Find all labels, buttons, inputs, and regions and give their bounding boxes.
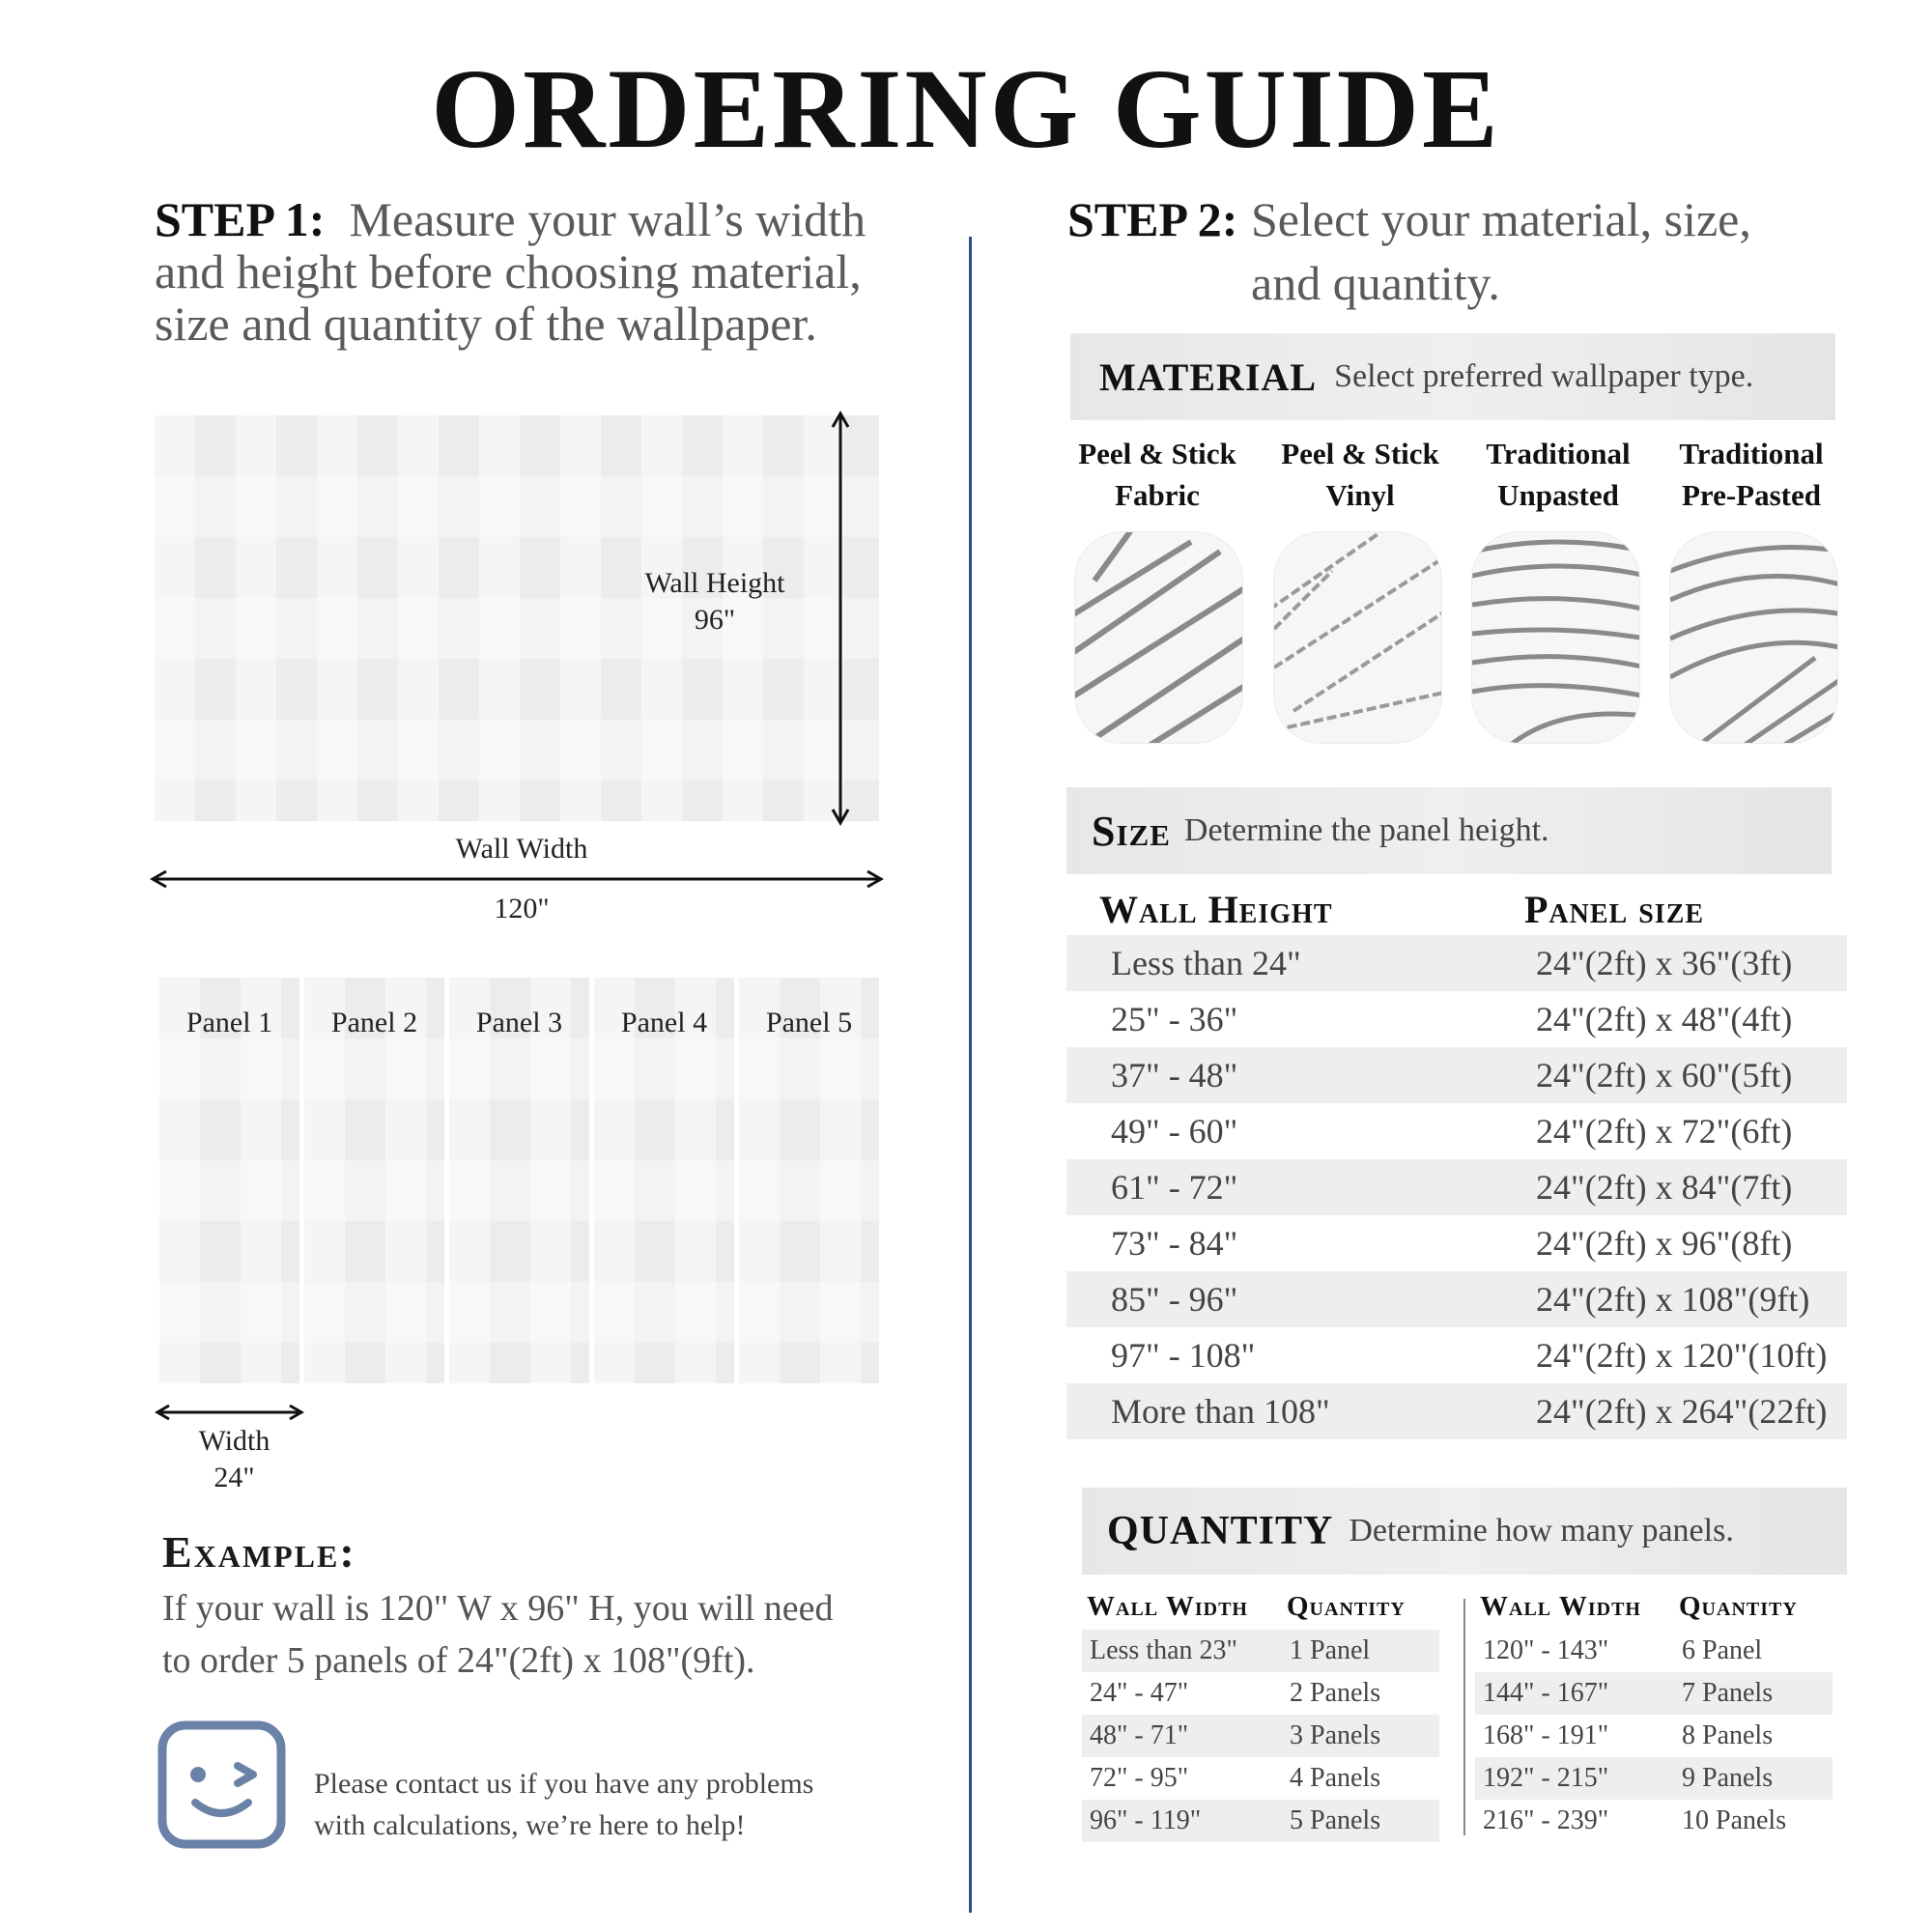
height-arrow-icon [821, 406, 860, 831]
quantity-qty-cell: 6 Panel [1682, 1635, 1763, 1665]
material-option-line2: Pre-Pasted [1681, 478, 1822, 512]
step1-line3: size and quantity of the wallpaper. [155, 297, 817, 351]
table-row [1066, 935, 1847, 991]
step2-label: STEP 2: [1067, 192, 1238, 246]
example-heading: Example: [162, 1527, 356, 1577]
quantity-width-cell: 24" - 47" [1090, 1678, 1189, 1708]
panel-width-text: Width [198, 1425, 270, 1457]
quantity-width-cell: 120" - 143" [1483, 1635, 1609, 1665]
contact-line1: Please contact us if you have any problems [314, 1768, 814, 1800]
quantity-qty-cell: 5 Panels [1290, 1805, 1381, 1835]
quantity-qty-cell: 3 Panels [1290, 1720, 1381, 1750]
size-height-cell: 37" - 48" [1111, 1056, 1238, 1094]
quantity-qty-cell: 2 Panels [1290, 1678, 1381, 1708]
material-option-line1: Traditional [1486, 437, 1631, 470]
quantity-table-right [1475, 1630, 1833, 1842]
material-band [1070, 333, 1835, 420]
prepasted-texture-icon [1670, 532, 1837, 743]
step1-line1: Measure your wall’s width [349, 192, 867, 246]
size-height-cell: More than 108" [1111, 1392, 1330, 1431]
size-panel-cell: 24"(2ft) x 264"(22ft) [1536, 1392, 1828, 1431]
material-option-unpasted[interactable] [1471, 433, 1645, 516]
quantity-col-qty-left: Quantity [1287, 1591, 1406, 1622]
quantity-width-cell: 96" - 119" [1090, 1805, 1202, 1835]
table-row [1475, 1672, 1833, 1715]
table-row [1082, 1630, 1439, 1672]
material-option-line2: Unpasted [1497, 478, 1619, 512]
size-panel-cell: 24"(2ft) x 72"(6ft) [1536, 1112, 1793, 1151]
table-row [1066, 1103, 1847, 1159]
size-height-cell: 25" - 36" [1111, 1000, 1238, 1038]
wall-width-label: Wall Width [455, 833, 588, 865]
table-row [1066, 1383, 1847, 1439]
fabric-swatch[interactable] [1074, 531, 1243, 744]
size-panel-cell: 24"(2ft) x 108"(9ft) [1536, 1280, 1810, 1319]
size-key: Size [1092, 807, 1171, 855]
step2-heading [1067, 193, 1898, 309]
step1-label: STEP 1: [155, 192, 326, 246]
wink-smiley-icon [156, 1719, 287, 1850]
quantity-width-cell: 72" - 95" [1090, 1763, 1189, 1793]
wall-height-text: Wall Height [644, 567, 785, 599]
table-row [1066, 1215, 1847, 1271]
table-row [1066, 1047, 1847, 1103]
step1-heading [155, 193, 947, 350]
table-row [1475, 1630, 1833, 1672]
step2-line2: and quantity. [1251, 256, 1500, 310]
size-panel-cell: 24"(2ft) x 96"(8ft) [1536, 1224, 1793, 1263]
panel-label: Panel 3 [475, 1007, 563, 1038]
quantity-text: Determine how many panels. [1349, 1513, 1734, 1548]
panel-label: Panel 1 [185, 1007, 273, 1038]
unpasted-texture-icon [1472, 532, 1639, 743]
size-panel-cell: 24"(2ft) x 48"(4ft) [1536, 1000, 1793, 1038]
prepasted-swatch[interactable] [1669, 531, 1838, 744]
wall-height-value: 96" [694, 604, 736, 636]
quantity-width-cell: 168" - 191" [1483, 1720, 1609, 1750]
example-line1: If your wall is 120" W x 96" H, you will need [162, 1588, 834, 1629]
table-row [1066, 991, 1847, 1047]
quantity-width-cell: 144" - 167" [1483, 1678, 1609, 1708]
size-panel-cell: 24"(2ft) x 36"(3ft) [1536, 944, 1793, 982]
quantity-qty-cell: 4 Panels [1290, 1763, 1381, 1793]
example-text [162, 1582, 834, 1687]
material-option-fabric[interactable] [1070, 433, 1244, 516]
size-text: Determine the panel height. [1183, 812, 1549, 848]
quantity-band [1082, 1488, 1847, 1575]
quantity-qty-cell: 1 Panel [1290, 1635, 1371, 1665]
quantity-width-cell: 216" - 239" [1483, 1805, 1609, 1835]
material-key: MATERIAL [1099, 355, 1318, 399]
step1-line2: and height before choosing material, [155, 244, 862, 298]
size-height-cell: 49" - 60" [1111, 1112, 1238, 1151]
material-option-prepasted[interactable] [1664, 433, 1838, 516]
quantity-key: QUANTITY [1107, 1509, 1334, 1553]
vinyl-texture-icon [1274, 532, 1441, 743]
table-row [1066, 1271, 1847, 1327]
unpasted-swatch[interactable] [1471, 531, 1640, 744]
material-text: Select preferred wallpaper type. [1334, 358, 1754, 394]
contact-line2: with calculations, we’re here to help! [314, 1809, 746, 1841]
step2-line1: Select your material, size, [1251, 192, 1751, 246]
size-table [1066, 935, 1847, 1439]
table-row [1082, 1715, 1439, 1757]
panel-width-label [155, 1423, 314, 1496]
size-col-wall-height: Wall Height [1099, 888, 1333, 931]
quantity-table-left [1082, 1630, 1439, 1842]
material-option-line1: Traditional [1679, 437, 1824, 470]
material-option-line1: Peel & Stick [1078, 437, 1236, 470]
size-height-cell: 97" - 108" [1111, 1336, 1256, 1375]
page-title: ORDERING GUIDE [431, 45, 1501, 172]
table-row [1082, 1800, 1439, 1842]
panel-label: Panel 2 [330, 1007, 418, 1038]
size-col-panel-size: Panel size [1524, 888, 1705, 931]
width-arrow-icon [150, 865, 884, 894]
table-row [1066, 1159, 1847, 1215]
size-height-cell: 61" - 72" [1111, 1168, 1238, 1207]
quantity-qty-cell: 9 Panels [1682, 1763, 1774, 1793]
example-line2: to order 5 panels of 24"(2ft) x 108"(9ft). [162, 1640, 755, 1681]
table-row [1475, 1757, 1833, 1800]
size-height-cell: 73" - 84" [1111, 1224, 1238, 1263]
size-panel-cell: 24"(2ft) x 60"(5ft) [1536, 1056, 1793, 1094]
size-height-cell: Less than 24" [1111, 944, 1301, 982]
wall-width-value: 120" [494, 893, 550, 924]
quantity-col-width-left: Wall Width [1087, 1591, 1248, 1622]
quantity-qty-cell: 8 Panels [1682, 1720, 1774, 1750]
wall-height-label [618, 565, 811, 639]
vinyl-swatch[interactable] [1273, 531, 1442, 744]
size-panel-cell: 24"(2ft) x 84"(7ft) [1536, 1168, 1793, 1207]
size-band [1066, 787, 1832, 874]
quantity-width-cell: Less than 23" [1090, 1635, 1237, 1665]
material-option-line2: Fabric [1115, 478, 1200, 512]
panel-label: Panel 5 [765, 1007, 853, 1038]
size-height-cell: 85" - 96" [1111, 1280, 1238, 1319]
panel-label: Panel 4 [620, 1007, 708, 1038]
material-option-line1: Peel & Stick [1281, 437, 1439, 470]
table-row [1082, 1757, 1439, 1800]
quantity-divider [1463, 1599, 1465, 1835]
quantity-col-width-right: Wall Width [1480, 1591, 1641, 1622]
table-row [1082, 1672, 1439, 1715]
quantity-col-qty-right: Quantity [1679, 1591, 1798, 1622]
material-option-line2: Vinyl [1325, 478, 1395, 512]
column-divider [969, 237, 972, 1913]
fabric-texture-icon [1075, 532, 1242, 743]
table-row [1475, 1715, 1833, 1757]
material-option-vinyl[interactable] [1273, 433, 1447, 516]
table-row [1475, 1800, 1833, 1842]
table-row [1066, 1327, 1847, 1383]
panel-width-value: 24" [213, 1462, 255, 1493]
quantity-qty-cell: 10 Panels [1682, 1805, 1787, 1835]
size-panel-cell: 24"(2ft) x 120"(10ft) [1536, 1336, 1828, 1375]
quantity-width-cell: 192" - 215" [1483, 1763, 1609, 1793]
quantity-qty-cell: 7 Panels [1682, 1678, 1774, 1708]
quantity-width-cell: 48" - 71" [1090, 1720, 1189, 1750]
contact-text [314, 1763, 813, 1846]
